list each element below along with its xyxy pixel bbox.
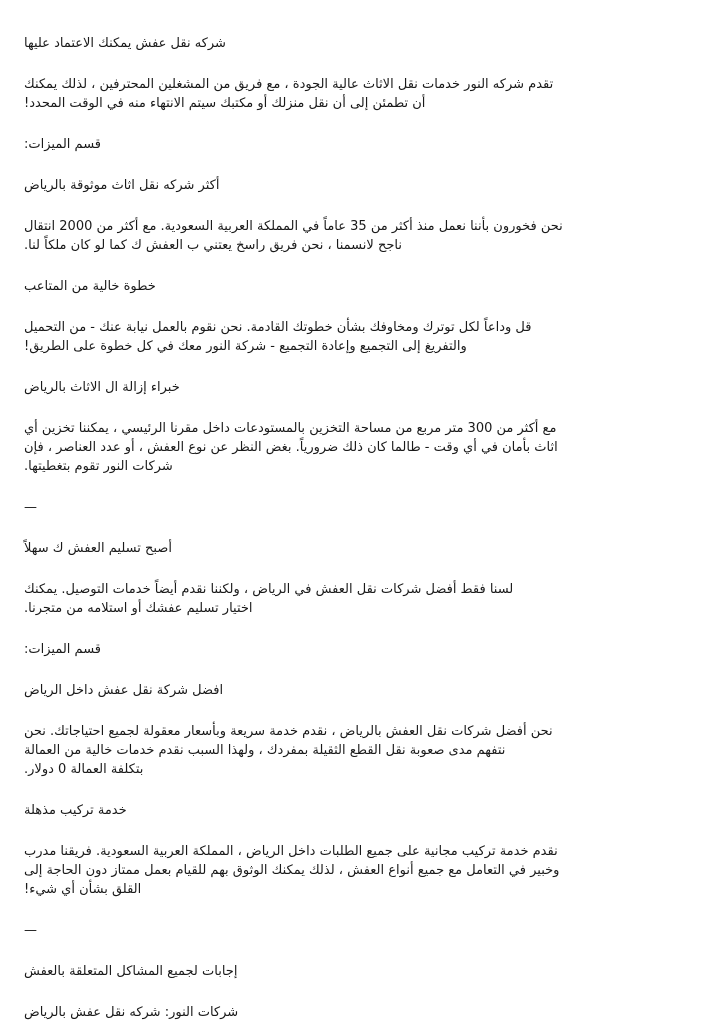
heading-answers: إجابات لجميع المشاكل المتعلقة بالعفش: [24, 964, 238, 979]
best-company-paragraph-line: بتكلفة العمالة 0 دولار.: [24, 762, 144, 777]
section-separator: —: [24, 923, 37, 938]
installation-paragraph-line: نقدم خدمة تركيب مجانية على جميع الطلبات داخل الرياض ، المملكة العربية السعودية. فريقنا مدرب: [24, 844, 558, 859]
document-body: [24, 34, 688, 1022]
features-section-label: قسم الميزات:: [24, 642, 102, 657]
heading-best-in-riyadh: افضل شركة نقل عفش داخل الرياض: [24, 683, 224, 698]
intro-paragraph-line: أن تطمئن إلى أن نقل منزلك أو مكتبك سيتم الانتهاء منه في الوقت المحدد!: [24, 96, 426, 111]
hassle-free-paragraph-line: والتفريغ إلى التجميع وإعادة التجميع - شركة النور معك في كل خطوة على الطريق!: [24, 339, 467, 354]
heading-removal-experts: خبراء إزالة ال الاثاث بالرياض: [24, 380, 180, 395]
best-company-paragraph-line: نحن أفضل شركات نقل العفش بالرياض ، نقدم خدمة سريعة وبأسعار معقولة لجميع احتياجاتك. نحن: [24, 724, 553, 739]
experience-paragraph-line: ناجح لانسمنا ، نحن فريق راسخ يعتني ب العفش ك كما لو كان ملكاً لنا.: [24, 238, 402, 253]
installation-paragraph-line: القلق بشأن أي شيء!: [24, 882, 142, 897]
experience-paragraph-line: نحن فخورون بأننا نعمل منذ أكثر من 35 عاماً في المملكة العربية السعودية. مع أكثر من 2000 انتقال: [24, 219, 563, 234]
features-section-label: قسم الميزات:: [24, 137, 102, 152]
storage-paragraph-line: اثاث بأمان في أي وقت - طالما كان ذلك ضرورياً. بغض النظر عن نوع العفش ، أو عدد العناصر ، فإن: [24, 440, 558, 455]
delivery-paragraph-line: لسنا فقط أفضل شركات نقل العفش في الرياض ، ولكننا نقدم أيضاً خدمات التوصيل. يمكنك: [24, 582, 514, 597]
heading-hassle-free: خطوة خالية من المتاعب: [24, 279, 156, 294]
heading-reliable-company: شركه نقل عفش يمكنك الاعتماد عليها: [24, 36, 226, 51]
closing-title: شركات النور: شركه نقل عفش بالرياض: [24, 1005, 239, 1020]
delivery-paragraph-line: اختيار تسليم عفشك أو استلامه من متجرنا.: [24, 601, 253, 616]
section-separator: —: [24, 500, 37, 515]
intro-paragraph-line: تقدم شركه النور خدمات نقل الاثاث عالية الجودة ، مع فريق من المشغلين المحترفين ، لذلك يمكنك: [24, 77, 554, 92]
storage-paragraph-line: مع أكثر من 300 متر مربع من مساحة التخزين بالمستودعات داخل مقرنا الرئيسي ، يمكننا تخزين أي: [24, 421, 557, 436]
storage-paragraph-line: شركات النور تقوم بتغطيتها.: [24, 459, 173, 474]
best-company-paragraph-line: نتفهم مدى صعوبة نقل القطع الثقيلة بمفردك ، ولهذا السبب نقدم خدمات خالية من العمالة: [24, 743, 506, 758]
installation-paragraph-line: وخبير في التعامل مع جميع أنواع العفش ، لذلك يمكنك الوثوق بهم للقيام بعمل ممتاز دون الحاجة إلى: [24, 863, 560, 878]
hassle-free-paragraph-line: قل وداعاً لكل توترك ومخاوفك بشأن خطوتك القادمة. نحن نقوم بالعمل نيابة عنك - من التحميل: [24, 320, 532, 335]
heading-installation-service: خدمة تركيب مذهلة: [24, 803, 127, 818]
heading-easy-delivery: أصبح تسليم العفش ك سهلاً: [24, 541, 172, 556]
heading-most-trusted: أكثر شركه نقل اثاث موثوقة بالرياض: [24, 178, 220, 193]
